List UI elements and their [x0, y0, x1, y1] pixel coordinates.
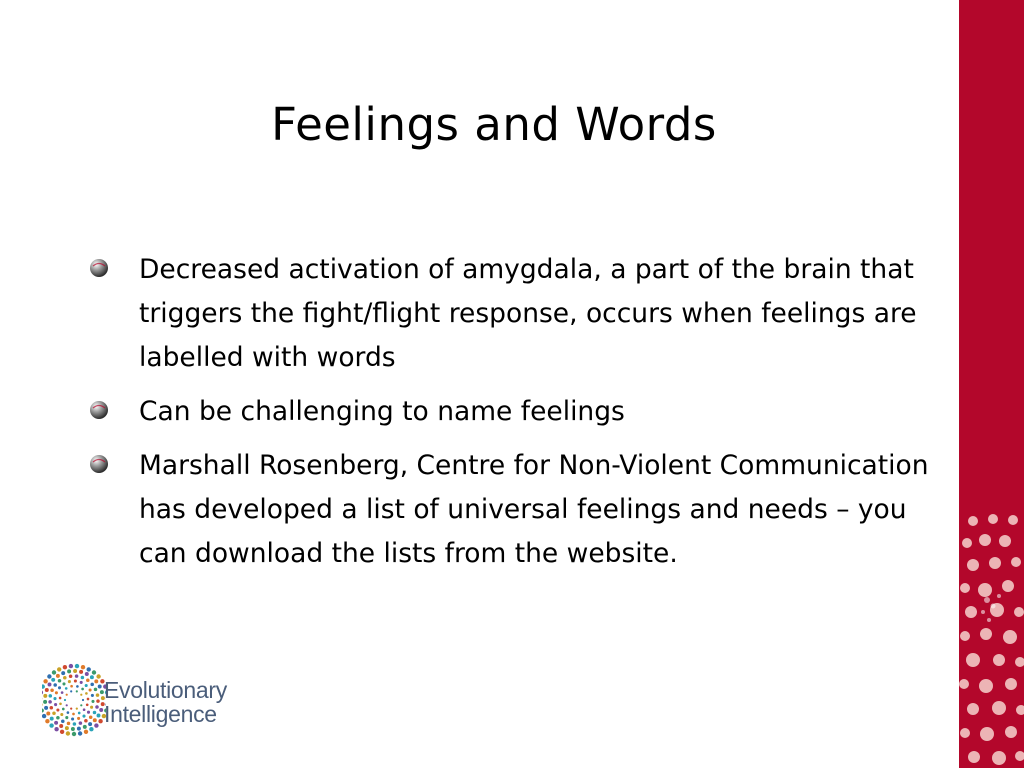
- slide-title: Feelings and Words: [271, 98, 717, 151]
- bullet-item: [88, 248, 958, 380]
- bullet-text: Decreased activation of amygdala, a part of the brain that triggers the fight/flight response, occurs when feelings are labelled with words: [139, 254, 917, 373]
- logo-text: [104, 678, 227, 726]
- bullet-text: Marshall Rosenberg, Centre for Non-Violent Communication has developed a list of universal feelings and needs – you can download the lists from the website.: [139, 450, 929, 569]
- sphere-bullet-icon: [88, 257, 110, 279]
- bullet-text: Can be challenging to name feelings: [139, 396, 625, 427]
- sphere-bullet-icon: [88, 399, 110, 421]
- bullet-item: [88, 390, 958, 434]
- evolutionary-intelligence-logo: [42, 662, 252, 740]
- logo-line-1: Evolutionary: [104, 677, 227, 703]
- logo-line-2: Intelligence: [104, 701, 217, 727]
- sphere-bullet-icon: [88, 453, 110, 475]
- bullet-list: [88, 248, 958, 586]
- bullet-item: [88, 444, 958, 576]
- dot-spiral-logo-icon: [42, 662, 106, 740]
